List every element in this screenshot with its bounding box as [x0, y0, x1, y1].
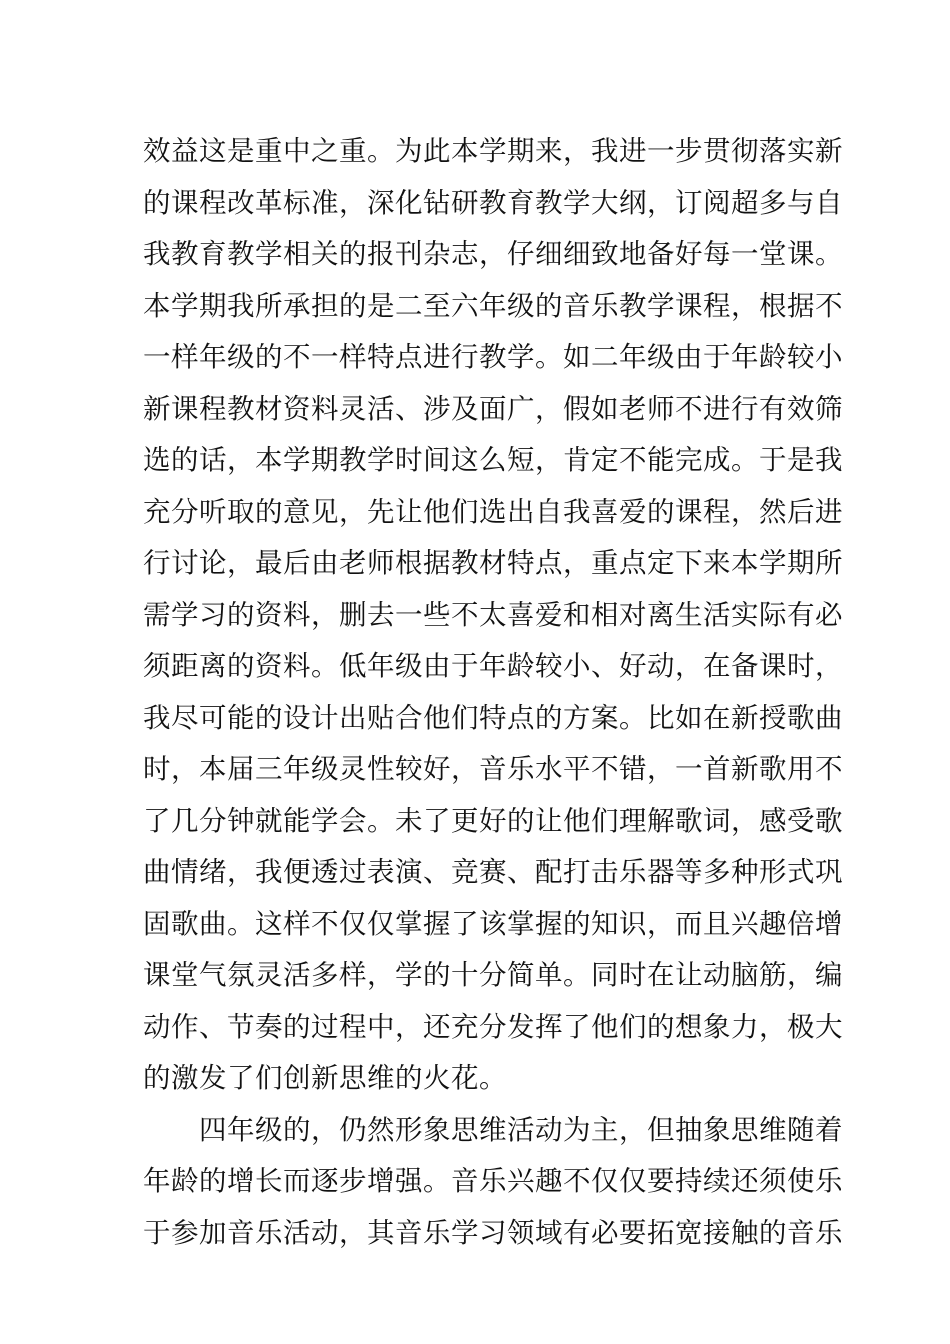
text-line: 了几分钟就能学会。未了更好的让他们理解歌词，感受歌: [143, 804, 843, 837]
text-line: 我尽可能的设计出贴合他们特点的方案。比如在新授歌曲: [143, 701, 843, 734]
paragraph-start-line: 四年级的，仍然形象思维活动为主，但抽象思维随着: [199, 1113, 843, 1146]
text-line: 充分听取的意见，先让他们选出自我喜爱的课程，然后进: [143, 495, 843, 528]
text-line: 的激发了们创新思维的火花。: [143, 1062, 507, 1094]
text-line: 动作、节奏的过程中，还充分发挥了他们的想象力，极大: [143, 1010, 843, 1043]
text-line: 须距离的资料。低年级由于年龄较小、好动，在备课时，: [143, 650, 843, 682]
text-line: 需学习的资料，删去一些不太喜爱和相对离生活实际有必: [143, 598, 843, 631]
text-line: 本学期我所承担的是二至六年级的音乐教学课程，根据不: [143, 289, 843, 322]
text-line: 一样年级的不一样特点进行教学。如二年级由于年龄较小: [143, 341, 843, 373]
text-line: 新课程教材资料灵活、涉及面广，假如老师不进行有效筛: [143, 392, 843, 425]
text-line: 效益这是重中之重。为此本学期来，我进一步贯彻落实新: [143, 135, 843, 167]
text-line: 我教育教学相关的报刊杂志，仔细细致地备好每一堂课。: [143, 238, 843, 270]
text-line: 于参加音乐活动，其音乐学习领域有必要拓宽接触的音乐: [143, 1216, 843, 1249]
text-line: 年龄的增长而逐步增强。音乐兴趣不仅仅要持续还须使乐: [143, 1165, 843, 1197]
text-line: 的课程改革标准，深化钻研教育教学大纲，订阅超多与自: [143, 186, 843, 219]
text-line: 选的话，本学期教学时间这么短，肯定不能完成。于是我: [143, 444, 843, 476]
text-line: 行讨论，最后由老师根据教材特点，重点定下来本学期所: [143, 547, 843, 579]
body-text: [143, 126, 843, 1259]
text-line: 曲情绪，我便透过表演、竞赛、配打击乐器等多种形式巩: [143, 856, 843, 888]
text-line: 课堂气氛灵活多样，学的十分简单。同时在让动脑筋，编: [143, 959, 843, 991]
text-line: 固歌曲。这样不仅仅掌握了该掌握的知识，而且兴趣倍增: [143, 907, 843, 940]
text-line: 时，本届三年级灵性较好，音乐水平不错，一首新歌用不: [143, 753, 843, 785]
